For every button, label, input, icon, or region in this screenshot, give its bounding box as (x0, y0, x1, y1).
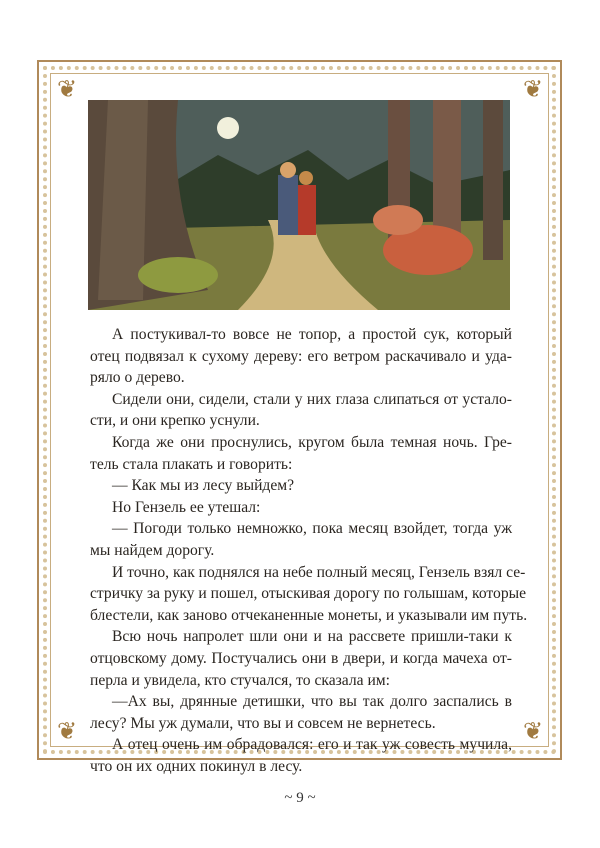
story-text (90, 324, 528, 777)
paragraph (90, 734, 512, 777)
corner-ornament-icon: ❦ (56, 75, 78, 103)
text-line: отцовскому дому. Постучались они в двери, и когда мачеха от- (90, 649, 512, 667)
text-line: Сидели они, сидели, стали у них глаза слипаться от устало- (112, 390, 512, 408)
page-number: ~ 9 ~ (284, 790, 316, 806)
text-line: А постукивал-то вовсе не топор, а простой сук, который (112, 326, 512, 343)
text-line: отец подвязал к сухому дереву: его ветром раскачивало и уда- (90, 347, 512, 365)
text-line: Когда же они проснулись, кругом была темная ночь. Гре- (112, 433, 512, 451)
paragraph (90, 497, 512, 519)
text-line: ряло о дерево. (90, 369, 185, 387)
corner-ornament-icon: ❦ (522, 75, 544, 103)
text-line: — Как мы из лесу выйдем? (112, 477, 295, 495)
text-line: лесу? Мы уж думали, что вы и совсем не вернетесь. (90, 714, 436, 732)
text-line: сти, и они крепко уснули. (90, 412, 260, 430)
corner-ornament-icon: ❦ (56, 717, 78, 745)
paragraph (90, 324, 512, 389)
text-line: Всю ночь напролет шли они и на рассвете пришли-таки к (112, 628, 512, 646)
text-line: блестели, как заново отчеканенные монеты, и указывали им путь. (90, 606, 528, 624)
paragraph (90, 389, 512, 432)
forest-illustration (88, 100, 510, 310)
corner-ornament-icon: ❦ (522, 717, 544, 745)
text-line: стричку за руку и пошел, отыскивая дорогу по голышам, которые (90, 585, 527, 603)
text-line: что он их одних покинул в лесу. (90, 757, 303, 775)
paragraph (90, 432, 512, 475)
paragraph (90, 691, 512, 734)
text-line: тель стала плакать и говорить: (90, 455, 293, 473)
text-line: А отец очень им обрадовался: его и так уж совесть мучила, (112, 736, 512, 754)
text-line: перла и увидела, кто стучался, то сказала им: (90, 671, 390, 689)
text-line: Но Гензель ее утешал: (112, 498, 261, 516)
text-line: И точно, как поднялся на небе полный месяц, Гензель взял се- (112, 563, 526, 581)
paragraph (90, 475, 512, 497)
text-line: мы найдем дорогу. (90, 541, 215, 559)
paragraph (90, 626, 512, 691)
text-line: — Погоди только немножко, пока месяц взойдет, тогда уж (112, 520, 512, 538)
paragraph (90, 562, 528, 627)
text-line: —Ах вы, дрянные детишки, что вы так долго заспались в (112, 693, 512, 711)
paragraph (90, 518, 512, 561)
